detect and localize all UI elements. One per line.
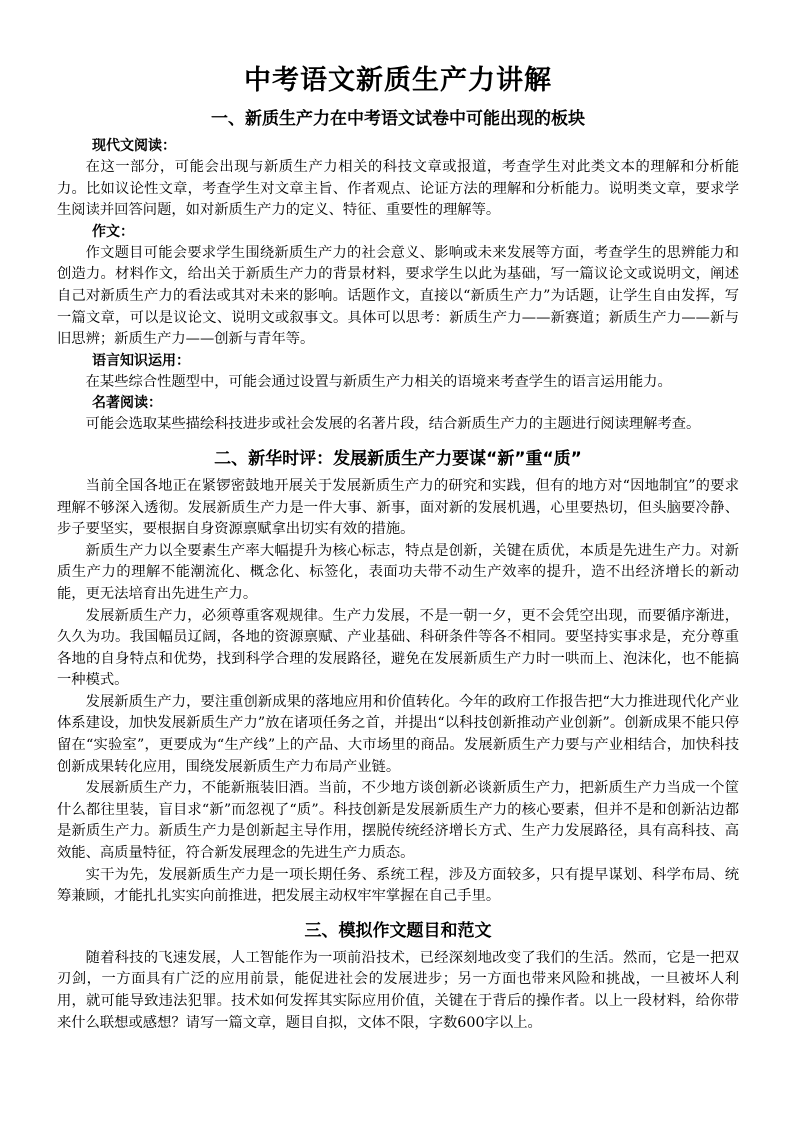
commentary-paragraph: 实干为先，发展新质生产力是一项长期任务、系统工程，涉及方面较多，只有提早谋划、科学布局、统筹兼顾，才能扎扎实实向前推进，把发展主动权牢牢掌握在自己手里。 [57, 866, 739, 905]
section-1-heading: 一、新质生产力在中考语文试卷中可能出现的板块 [211, 109, 585, 129]
block-text-reading: 在这一部分，可能会出现与新质生产力相关的科技文章或报道，考查学生对此类文本的理解和分析能力。比如议论性文章，考查学生对文章主旨、作者观点、论证方法的理解和分析能力。说明类文章，要求学生阅读并回答问题，如对新质生产力的定义、特征、重要性的理解等。 [57, 159, 739, 219]
document-title: 中考语文新质生产力讲解 [244, 65, 552, 96]
commentary-paragraph: 新质生产力以全要素生产率大幅提升为核心标志，特点是创新，关键在质优，本质是先进生产力。对新质生产力的理解不能潮流化、概念化、标签化，表面功夫带不动生产效率的提升，造不出经济增长的新动能，更无法培育出先进生产力。 [57, 542, 739, 602]
block-label-classics: 名著阅读： [92, 395, 162, 412]
commentary-paragraph: 当前全国各地正在紧锣密鼓地开展关于发展新质生产力的研究和实践，但有的地方对“因地制宜”的要求理解不够深入透彻。发展新质生产力是一件大事、新事，面对新的发展机遇，心里要热切，但头脑要冷静、步子要坚实，要根据自身资源禀赋拿出切实有效的措施。 [57, 477, 739, 538]
commentary-paragraph: 发展新质生产力，必须尊重客观规律。生产力发展，不是一朝一夕，更不会凭空出现，而要循序渐进，久久为功。我国幅员辽阔，各地的资源禀赋、产业基础、科研条件等各不相同。要坚持实事求是，充分尊重各地的自身特点和优势，找到科学合理的发展路径，避免在发展新质生产力时一哄而上、泡沫化，也不能搞一种模式。 [57, 607, 739, 689]
block-text-classics: 可能会选取某些描绘科技进步或社会发展的名著片段，结合新质生产力的主题进行阅读理解考查。 [85, 416, 701, 433]
block-text-language: 在某些综合性题型中，可能会通过设置与新质生产力相关的语境来考查学生的语言运用能力。 [85, 373, 672, 390]
block-label-language: 语言知识运用： [92, 352, 190, 369]
block-text-essay: 作文题目可能会要求学生围绕新质生产力的社会意义、影响或未来发展等方面，考查学生的思辨能力和创造力。材料作文，给出关于新质生产力的背景材料，要求学生以此为基础，写一篇议论文或说明文，阐述自己对新质生产力的看法或其对未来的影响。话题作文，直接以“新质生产力”为话题，让学生自由发挥，写一篇文章，可以是议论文、说明文或叙事文。具体可以思考：新质生产力——新赛道；新质生产力——新与旧思辨；新质生产力——创新与青年等。 [57, 244, 739, 348]
essay-prompt-paragraph: 随着科技的飞速发展，人工智能作为一项前沿技术，已经深刻地改变了我们的生活。然而，它是一把双刃剑，一方面具有广泛的应用前景，能促进社会的发展进步；另一方面也带来风险和挑战，一旦被坏人利用，就可能导致违法犯罪。技术如何发挥其实际应用价值，关键在于背后的操作者。以上一段材料，给你带来什么联想或感想？请写一篇文章，题目自拟，文体不限，字数600字以上。 [57, 949, 739, 1031]
block-label-essay: 作文： [92, 223, 134, 240]
document-page [57, 60, 739, 1034]
block-label-reading: 现代文阅读： [92, 138, 176, 154]
section-3-heading: 三、模拟作文题目和范文 [304, 920, 492, 941]
commentary-paragraph: 发展新质生产力，不能新瓶装旧酒。当前，不少地方谈创新必谈新质生产力，把新质生产力当成一个筐什么都往里装，盲目求“新”而忽视了“质”。科技创新是发展新质生产力的核心要素，但并不是和创新沾边都是新质生产力。新质生产力是创新起主导作用，摆脱传统经济增长方式、生产力发展路径，具有高科技、高效能、高质量特征，符合新发展理念的先进生产力质态。 [57, 780, 739, 862]
section-2-heading: 二、新华时评：发展新质生产力要谋“新”重“质” [214, 448, 582, 469]
commentary-paragraph: 发展新质生产力，要注重创新成果的落地应用和价值转化。今年的政府工作报告把“大力推进现代化产业体系建设，加快发展新质生产力”放在诸项任务之首，并提出“以科技创新推动产业创新”。创新成果不能只停留在“实验室”，更要成为“生产线”上的产品、大市场里的商品。发展新质生产力要与产业相结合，加快科技创新成果转化应用，围绕发展新质生产力布局产业链。 [57, 693, 739, 775]
